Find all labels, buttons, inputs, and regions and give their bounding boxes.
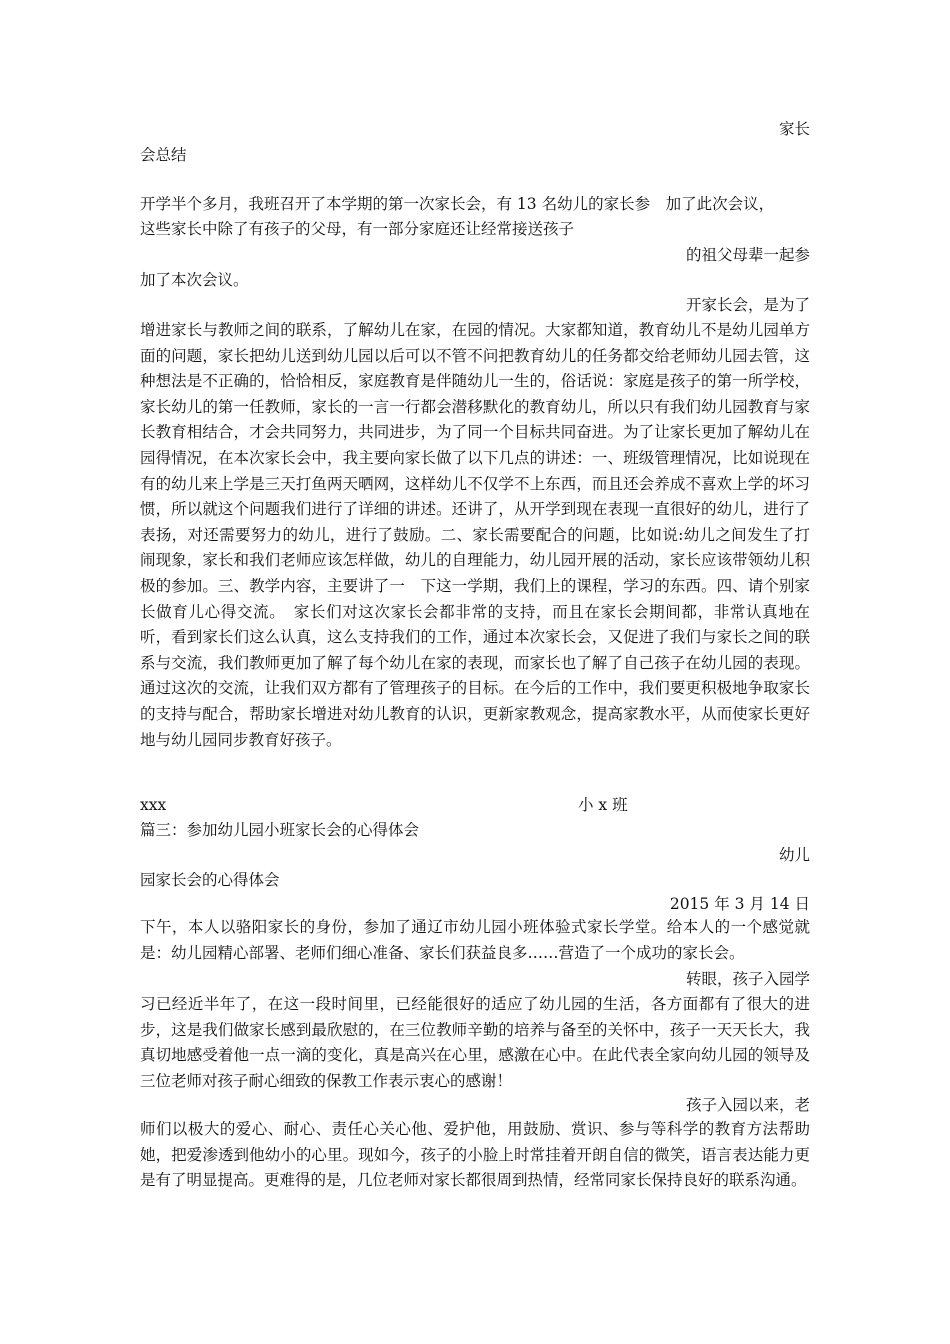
title-part-1: 家长 [778,120,810,138]
section-3-title-part-2: 园家长会的心得体会 [140,871,280,889]
paragraph-2-body: 增进家长与教师之间的联系，了解幼儿在家，在园的情况。大家都知道，教育幼儿不是幼儿园单方面的问题，家长把幼儿送到幼儿园以后可以不管不问把教育幼儿的任务都交给老师幼儿园去管，这种想法是不正确的，恰恰相反，家庭教育是伴随幼儿一生的，俗话说：家庭是孩子的第一所学校，家长幼儿的第一任教师，家长的一言一行都会潜移默化的教育幼儿，所以只有我们幼儿园教育与家长教育相结合，才会共同努力，共同进步，为了同一个目标共同奋进。为了让家长更加了解幼儿在园得情况，在本次家长会中，我主要向家长做了以下几点的讲述：一、班级管理情况，比如说现在有的幼儿来上学是三天打鱼两天晒网，这样幼儿不仅学不上东西，而且还会养成不喜欢上学的坏习惯，所以就这个问题我们进行了详细的讲述。还讲了，从开学到现在表现一直很好的幼儿，进行了表扬，对还需要努力的幼儿，进行了鼓励。二、家长需要配合的问题，比如说:幼儿之间发生了打闹现象，家长和我们老师应该怎样做，幼儿的自理能力，幼儿园开展的活动，家长应该带领幼儿积极的参加。三、教学内容，主要讲了一 下这一学期，我们上的课程，学习的东西。四、请个别家长做育儿心得交流。 家长们对这次家长会都非常的支持，而且在家长会期间都，非常认真地在听，看到家长们这么认真，这么支持我们的工作，通过本次家长会，又促进了我们与家长之间的联系与交流，我们教师更加了解了每个幼儿在家的表现，而家长也了解了自己孩子在幼儿园的表现。通过这次的交流，让我们双方都有了管理孩子的目标。在今后的工作中，我们要更积极地争取家长的支持与配合，帮助家长增进对幼儿教育的认识，更新家教观念，提高家教水平，从而使家长更好地与幼儿园同步教育好孩子。 [140,321,810,749]
title-part-2: 会总结 [140,146,187,164]
section-3-paragraph-3-lead: 孩子入园以来，老 [685,1096,810,1114]
section-3-paragraph-2-lead: 转眼，孩子入园学 [685,970,810,988]
signature-class: 小 x 班 [578,796,628,814]
section-3-title-part-1: 幼儿 [778,846,810,864]
signature-name: xxx [140,796,167,814]
section-3-paragraph-1: 下午，本人以骆阳家长的身份，参加了通辽市幼儿园小班体验式家长学堂。给本人的一个感觉就是：幼儿园精心部署、老师们细心准备、家长们获益良多……营造了一个成功的家长会。 [140,918,810,962]
intro-line-1: 开学半个多月，我班召开了本学期的第一次家长会，有 13 名幼儿的家长参 加了此次会议， [140,195,775,213]
intro-line-4: 加了本次会议。 [140,271,249,289]
section-3-paragraph-3-body: 师们以极大的爱心、耐心、责任心关心他、爱护他，用鼓励、赏识、参与等科学的教育方法帮助她，把爱渗透到他幼小的心里。现如今，孩子的小脸上时常挂着开朗自信的微笑，语言表达能力更是有了明显提高。更难得的是，几位老师对家长都很周到热情，经常同家长保持良好的联系沟通。 [140,1120,810,1190]
section-3-title: 篇三：参加幼儿园小班家长会的心得体会 [140,821,420,839]
intro-line-3: 的祖父母辈一起参 [685,246,810,264]
intro-line-2: 这些家长中除了有孩子的父母，有一部分家庭还让经常接送孩子 [140,220,575,238]
section-3-paragraph-2-body: 习已经近半年了，在这一段时间里，已经能很好的适应了幼儿园的生活，各方面都有了很大的进步，这是我们做家长感到最欣慰的，在三位教师辛勤的培养与备至的关怀中，孩子一天天长大，我真切地感受着他一点一滴的变化，真是高兴在心里，感激在心中。在此代表全家向幼儿园的领导及三位老师对孩子耐心细致的保教工作表示衷心的感谢！ [140,995,810,1090]
date-line: 2015 年 3 月 14 日 [669,895,810,913]
paragraph-2-lead: 开家长会，是为了 [685,296,810,314]
